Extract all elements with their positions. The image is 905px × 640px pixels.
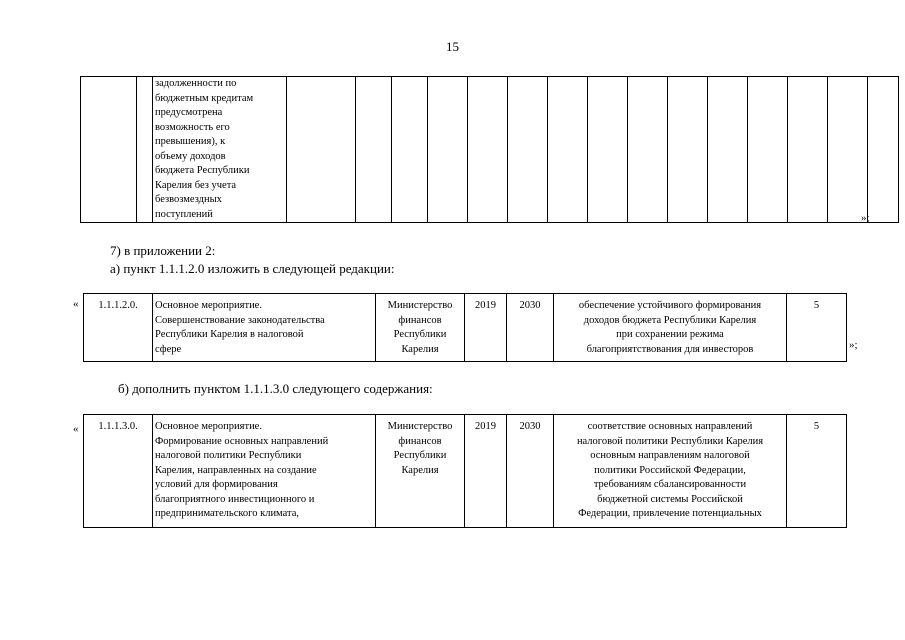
table-cell: [508, 77, 548, 223]
paragraph-item-b: б) дополнить пунктом 1.1.1.3.0 следующего содержания:: [118, 381, 433, 396]
table-row: [84, 415, 847, 528]
table-cell: [748, 77, 788, 223]
table-cell: [788, 77, 828, 223]
table-cell: [828, 77, 868, 223]
table-cell: [868, 77, 899, 223]
paragraph-item-a: а) пункт 1.1.1.2.0 изложить в следующей редакции:: [110, 261, 395, 276]
result-cell: соответствие основных направлений налоговой политики Республики Карелия основным направлениям налоговой политики Российской Федерации, требованиям сбалансированности бюджетной системы Российской Федерации, привлечение потенциальных: [554, 415, 787, 528]
table-cell: [468, 77, 508, 223]
code-cell: 1.1.1.3.0.: [84, 415, 153, 528]
end-year-cell: 2030: [507, 294, 554, 362]
executor-cell: Министерство финансов Республики Карелия: [376, 415, 465, 528]
table-cell: [668, 77, 708, 223]
table-cell: [588, 77, 628, 223]
event-name-cell: Основное мероприятие. Совершенствование законодательства Республики Карелия в налоговой сфере: [153, 294, 376, 362]
table-cell: [392, 77, 428, 223]
link-indicator-cell: 5: [787, 294, 847, 362]
result-cell: обеспечение устойчивого формирования доходов бюджета Республики Карелия при сохранении режима благоприятствования для инвесторов: [554, 294, 787, 362]
closing-quote-top: »;: [861, 212, 870, 224]
paragraph-item-7: 7) в приложении 2:: [110, 243, 216, 258]
executor-cell: Министерство финансов Республики Карелия: [376, 294, 465, 362]
table-cell: [548, 77, 588, 223]
end-year-cell: 2030: [507, 415, 554, 528]
start-year-cell: 2019: [465, 415, 507, 528]
opening-quote: «: [73, 298, 79, 310]
table-cell: [137, 77, 153, 223]
code-cell: 1.1.1.2.0.: [84, 294, 153, 362]
table-cell: [287, 77, 356, 223]
table-row: [84, 294, 847, 362]
link-indicator-cell: 5: [787, 415, 847, 528]
table-1-1-1-2-0: [83, 293, 847, 362]
table-cell: [708, 77, 748, 223]
table-cell: [428, 77, 468, 223]
table-1-1-1-3-0: [83, 414, 847, 528]
table-cell: [356, 77, 392, 223]
opening-quote: «: [73, 423, 79, 435]
continuation-table: [80, 76, 899, 223]
indicator-description-cell: задолженности по бюджетным кредитам предусмотрена возможность его превышения), к объему доходов бюджета Республики Карелия без учета безвозмездных поступлений: [153, 77, 287, 223]
page-number: 15: [446, 39, 459, 54]
table-cell: [81, 77, 137, 223]
closing-quote-1-1-1-2-0: »;: [849, 339, 858, 351]
table-cell: [628, 77, 668, 223]
start-year-cell: 2019: [465, 294, 507, 362]
event-name-cell: Основное мероприятие. Формирование основных направлений налоговой политики Республики Карелия, направленных на создание условий для формирования благоприятного инвестиционного и предпринимательского климата,: [153, 415, 376, 528]
table-row: [81, 77, 899, 223]
